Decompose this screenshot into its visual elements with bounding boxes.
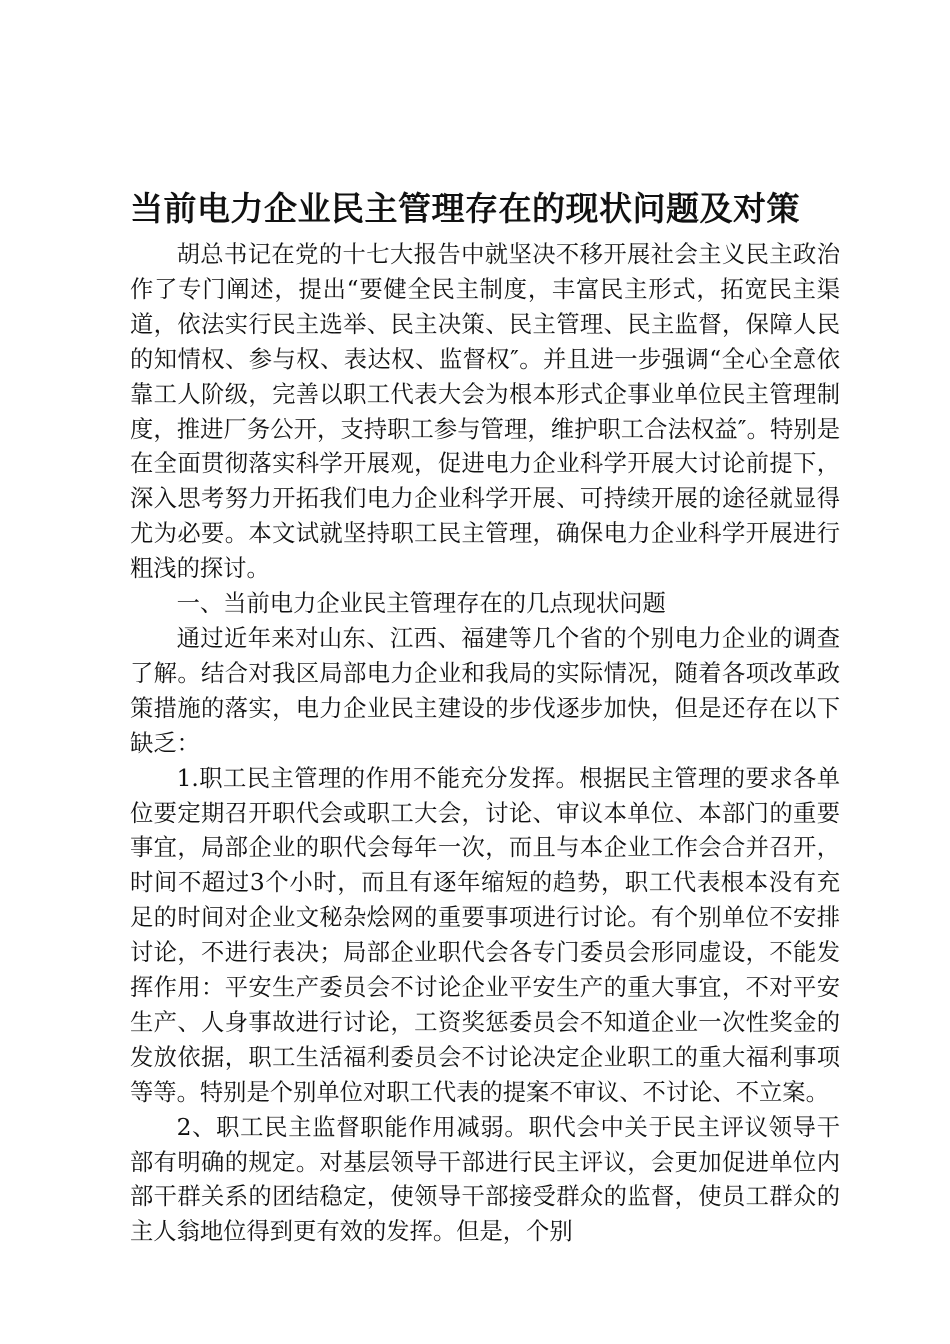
intro-paragraph: 胡总书记在党的十七大报告中就坚决不移开展社会主义民主政治作了专门阐述，提出“要健全民主制度，丰富民主形式，拓宽民主渠道，依法实行民主选举、民主决策、民主管理、民主监督，保障人民的知情权、参与权、表达权、监督权″。并且进一步强调“全心全意依靠工人阶级，完善以职工代表大会为根本形式企事业单位民主管理制度，推进厂务公开，支持职工参与管理，维护职工合法权益″。特别是在全面贯彻落实科学开展观，促进电力企业科学开展大讨论前提下，深入思考努力开拓我们电力企业科学开展、可持续开展的途径就显得尤为必要。本文试就坚持职工民主管理，确保电力企业科学开展进行粗浅的探讨。 bbox=[130, 241, 840, 583]
point-1-paragraph: 1.职工民主管理的作用不能充分发挥。根据民主管理的要求各单位要定期召开职代会或职工大会，讨论、审议本单位、本部门的重要事宜，局部企业的职代会每年一次，而且与本企业工作会合并召开，时间不超过3个小时，而且有逐年缩短的趋势，职工代表根本没有充足的时间对企业文秘杂烩网的重要事项进行讨论。有个别单位不安排讨论，不进行表决；局部企业职代会各专门委员会形同虚设，不能发挥作用：平安生产委员会不讨论企业平安生产的重大事宜，不对平安生产、人身事故进行讨论，工资奖惩委员会不知道企业一次性奖金的发放依据，职工生活福利委员会不讨论决定企业职工的重大福利事项等等。特别是个别单位对职工代表的提案不审议、不讨论、不立案。 bbox=[130, 764, 840, 1106]
section-1-heading: 一、当前电力企业民主管理存在的几点现状问题 bbox=[176, 590, 666, 618]
section-1-intro-paragraph: 通过近年来对山东、江西、福建等几个省的个别电力企业的调查了解。结合对我区局部电力企业和我局的实际情况，随着各项改革政策措施的落实，电力企业民主建设的步伐逐步加快，但是还存在以下缺乏： bbox=[130, 624, 840, 757]
point-2-paragraph: 2、职工民主监督职能作用减弱。职代会中关于民主评议领导干部有明确的规定。对基层领导干部进行民主评议，会更加促进单位内部干群关系的团结稳定，使领导干部接受群众的监督，使员工群众的主人翁地位得到更有效的发挥。但是，个别 bbox=[130, 1113, 840, 1246]
document-page bbox=[130, 186, 840, 1250]
document-title: 当前电力企业民主管理存在的现状问题及对策 bbox=[130, 189, 800, 228]
